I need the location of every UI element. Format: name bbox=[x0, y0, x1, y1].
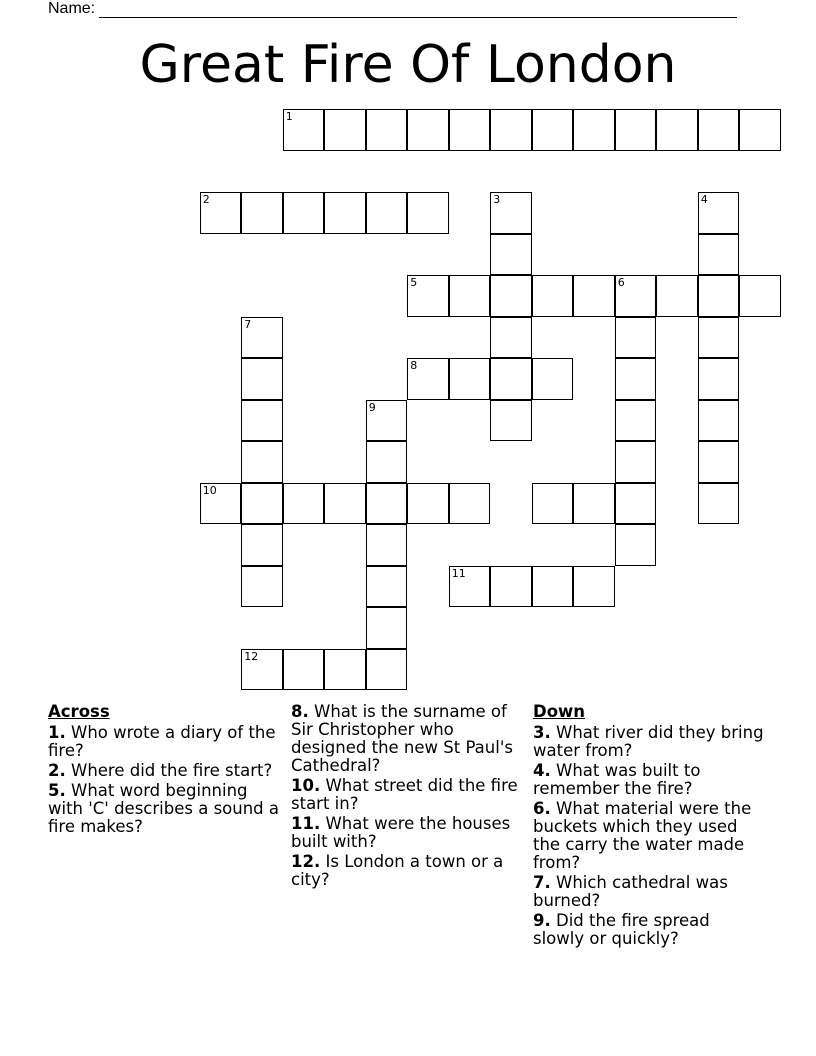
grid-cell[interactable] bbox=[490, 358, 532, 400]
grid-cell[interactable] bbox=[490, 317, 532, 359]
grid-cell[interactable] bbox=[449, 483, 491, 525]
clue-item-text: What word beginning with 'C' describes a sound a fire makes? bbox=[48, 781, 280, 836]
clue-item bbox=[48, 782, 280, 836]
grid-cell[interactable] bbox=[366, 483, 408, 525]
grid-cell[interactable] bbox=[283, 109, 325, 151]
grid-cell[interactable] bbox=[449, 358, 491, 400]
grid-cell[interactable] bbox=[532, 109, 574, 151]
grid-cell[interactable] bbox=[490, 275, 532, 317]
grid-cell[interactable] bbox=[739, 275, 781, 317]
grid-cell[interactable] bbox=[366, 524, 408, 566]
grid-cell[interactable] bbox=[366, 400, 408, 442]
grid-cell[interactable] bbox=[490, 400, 532, 442]
grid-cell[interactable] bbox=[241, 192, 283, 234]
grid-cell[interactable] bbox=[366, 441, 408, 483]
grid-cell[interactable] bbox=[698, 358, 740, 400]
grid-cell[interactable] bbox=[615, 109, 657, 151]
grid-cell[interactable] bbox=[615, 317, 657, 359]
grid-cell[interactable] bbox=[698, 483, 740, 525]
grid-cell[interactable] bbox=[449, 109, 491, 151]
clues-column-2 bbox=[291, 703, 523, 891]
grid-cell[interactable] bbox=[656, 109, 698, 151]
clue-item bbox=[48, 724, 280, 760]
grid-cell[interactable] bbox=[241, 566, 283, 608]
grid-cell[interactable] bbox=[739, 109, 781, 151]
grid-cell[interactable] bbox=[532, 483, 574, 525]
grid-cell[interactable] bbox=[407, 275, 449, 317]
clue-number: 6 bbox=[617, 276, 625, 290]
clue-item bbox=[533, 724, 765, 760]
page-title: Great Fire Of London bbox=[139, 35, 677, 95]
clue-number: 9 bbox=[368, 400, 376, 414]
clue-item bbox=[533, 800, 765, 872]
grid-cell[interactable] bbox=[490, 566, 532, 608]
grid-cell[interactable] bbox=[615, 400, 657, 442]
clue-number: 2 bbox=[202, 193, 210, 207]
clue-item bbox=[533, 762, 765, 798]
clue-item-number: 4. bbox=[533, 761, 551, 780]
grid-cell[interactable] bbox=[698, 400, 740, 442]
grid-cell[interactable] bbox=[490, 109, 532, 151]
grid-cell[interactable] bbox=[324, 109, 366, 151]
clue-item bbox=[48, 762, 280, 780]
grid-cell[interactable] bbox=[366, 649, 408, 691]
clue-item-text: Is London a town or a city? bbox=[291, 852, 504, 889]
grid-cell[interactable] bbox=[490, 234, 532, 276]
grid-cell[interactable] bbox=[241, 483, 283, 525]
grid-cell[interactable] bbox=[241, 649, 283, 691]
grid-cell[interactable] bbox=[366, 109, 408, 151]
clue-item-text: What were the houses built with? bbox=[291, 814, 511, 851]
grid-cell[interactable] bbox=[407, 109, 449, 151]
clue-item bbox=[291, 703, 523, 775]
grid-cell[interactable] bbox=[200, 192, 242, 234]
grid-cell[interactable] bbox=[241, 441, 283, 483]
clue-number: 5 bbox=[410, 276, 418, 290]
clue-item bbox=[291, 777, 523, 813]
clue-number: 11 bbox=[451, 566, 466, 580]
grid-cell[interactable] bbox=[241, 358, 283, 400]
clue-item-text: What was built to remember the fire? bbox=[533, 761, 701, 798]
grid-cell[interactable] bbox=[366, 566, 408, 608]
grid-cell[interactable] bbox=[283, 483, 325, 525]
clue-item-text: Who wrote a diary of the fire? bbox=[48, 723, 276, 760]
clue-item bbox=[533, 874, 765, 910]
grid-cell[interactable] bbox=[324, 192, 366, 234]
grid-cell[interactable] bbox=[407, 192, 449, 234]
grid-cell[interactable] bbox=[698, 317, 740, 359]
grid-cell[interactable] bbox=[698, 192, 740, 234]
across-heading: Across bbox=[48, 702, 110, 721]
grid-cell[interactable] bbox=[366, 192, 408, 234]
grid-cell[interactable] bbox=[615, 441, 657, 483]
clue-number: 10 bbox=[202, 483, 217, 497]
grid-cell[interactable] bbox=[324, 483, 366, 525]
clue-item-number: 2. bbox=[48, 761, 66, 780]
clue-item-number: 1. bbox=[48, 723, 66, 742]
grid-cell[interactable] bbox=[573, 109, 615, 151]
clue-item-text: What is the surname of Sir Christopher who designed the new St Paul's Cathedral? bbox=[291, 702, 513, 775]
grid-cell[interactable] bbox=[490, 192, 532, 234]
clue-number: 4 bbox=[700, 193, 708, 207]
grid-cell[interactable] bbox=[615, 275, 657, 317]
clue-item-text: Which cathedral was burned? bbox=[533, 873, 728, 910]
clue-item-number: 12. bbox=[291, 852, 321, 871]
grid-cell[interactable] bbox=[615, 358, 657, 400]
grid-cell[interactable] bbox=[241, 317, 283, 359]
clue-item-text: What material were the buckets which they used the carry the water made from? bbox=[533, 799, 752, 872]
grid-cell[interactable] bbox=[615, 524, 657, 566]
grid-cell[interactable] bbox=[449, 275, 491, 317]
clue-item-number: 7. bbox=[533, 873, 551, 892]
grid-cell[interactable] bbox=[449, 566, 491, 608]
grid-cell[interactable] bbox=[698, 275, 740, 317]
grid-cell[interactable] bbox=[532, 358, 574, 400]
grid-cell[interactable] bbox=[615, 483, 657, 525]
grid-cell[interactable] bbox=[532, 566, 574, 608]
grid-cell[interactable] bbox=[698, 234, 740, 276]
clue-item-number: 10. bbox=[291, 776, 321, 795]
clue-item-number: 3. bbox=[533, 723, 551, 742]
clue-item bbox=[291, 853, 523, 889]
grid-cell[interactable] bbox=[324, 649, 366, 691]
grid-cell[interactable] bbox=[366, 607, 408, 649]
grid-cell[interactable] bbox=[656, 275, 698, 317]
clue-number: 12 bbox=[244, 649, 259, 663]
clue-number: 8 bbox=[410, 359, 418, 373]
clue-item-number: 6. bbox=[533, 799, 551, 818]
clue-item bbox=[533, 912, 765, 948]
clue-item-number: 9. bbox=[533, 911, 551, 930]
grid-cell[interactable] bbox=[573, 566, 615, 608]
grid-cell[interactable] bbox=[698, 441, 740, 483]
clues-column-1 bbox=[48, 702, 280, 838]
grid-cell[interactable] bbox=[283, 192, 325, 234]
clue-item-number: 8. bbox=[291, 702, 309, 721]
grid-cell[interactable] bbox=[407, 358, 449, 400]
clue-item-text: Where did the fire start? bbox=[71, 761, 273, 780]
clue-item-text: Did the fire spread slowly or quickly? bbox=[533, 911, 710, 948]
clues-column-3 bbox=[533, 702, 765, 950]
clue-number: 7 bbox=[244, 317, 252, 331]
grid-cell[interactable] bbox=[532, 275, 574, 317]
clue-number: 3 bbox=[493, 193, 501, 207]
down-heading: Down bbox=[533, 702, 586, 721]
clue-item bbox=[291, 815, 523, 851]
clue-item-text: What river did they bring water from? bbox=[533, 723, 764, 760]
grid-cell[interactable] bbox=[698, 109, 740, 151]
grid-cell[interactable] bbox=[573, 275, 615, 317]
grid-cell[interactable] bbox=[200, 483, 242, 525]
clue-item-number: 5. bbox=[48, 781, 66, 800]
clue-item-number: 11. bbox=[291, 814, 321, 833]
grid-cell[interactable] bbox=[241, 400, 283, 442]
clue-number: 1 bbox=[285, 110, 293, 124]
grid-cell[interactable] bbox=[241, 524, 283, 566]
grid-cell[interactable] bbox=[283, 649, 325, 691]
name-label: Name: bbox=[48, 0, 96, 17]
clue-item-text: What street did the fire start in? bbox=[291, 776, 518, 813]
grid-cell[interactable] bbox=[407, 483, 449, 525]
grid-cell[interactable] bbox=[573, 483, 615, 525]
